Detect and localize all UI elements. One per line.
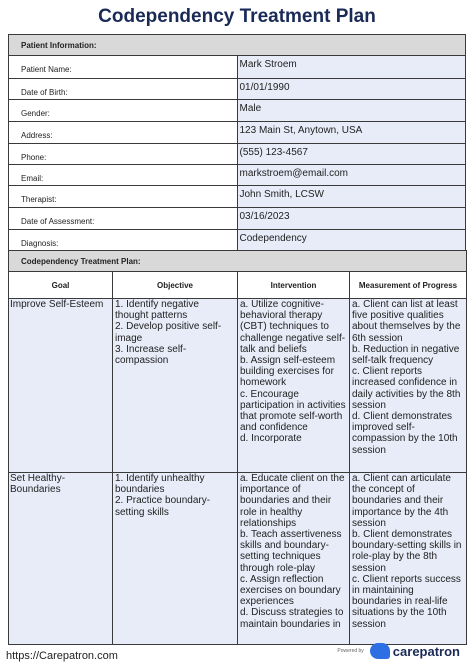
email-label: Email: (9, 165, 238, 186)
goal-cell: Improve Self-Esteem (9, 299, 113, 473)
goal-cell: Set Healthy-Boundaries (9, 473, 113, 645)
patient-name-label: Patient Name: (9, 56, 238, 79)
dob-value: 01/01/1990 (237, 79, 466, 100)
assessment-date-value: 03/16/2023 (237, 208, 466, 230)
therapist-value: John Smith, LCSW (237, 186, 466, 208)
column-header-objective: Objective (113, 272, 238, 299)
intervention-cell: a. Educate client on the importance of boundaries and their role in healthy relationships b. Teach assertiveness skills and boundary-setting techniques through role-play c. Assign reflection exercises on boundary experiences d. Discuss strategies to maintain boundaries in (238, 473, 350, 645)
gender-label: Gender: (9, 100, 238, 122)
patient-info-table (8, 34, 466, 252)
phone-value: (555) 123-4567 (237, 144, 466, 165)
brand-name: carepatron (392, 643, 460, 659)
patient-info-header: Patient Information: (9, 35, 466, 56)
address-label: Address: (9, 122, 238, 144)
gender-value: Male (237, 100, 466, 122)
therapist-label: Therapist: (9, 186, 238, 208)
objective-cell: 1. Identify negative thought patterns 2. Develop positive self-image 3. Increase self-compassion (113, 299, 238, 473)
dob-label: Date of Birth: (9, 79, 238, 100)
intervention-cell: a. Utilize cognitive-behavioral therapy (CBT) techniques to challenge negative self-talk and beliefs b. Assign self-esteem building exercises for homework c. Encourage participation in activities that promote self-worth and confidence d. Incorporate (238, 299, 350, 473)
powered-by-badge (337, 643, 460, 659)
table-row (9, 473, 467, 645)
powered-by-label: Powered by (337, 648, 364, 654)
treatment-plan-table (8, 250, 467, 645)
email-value: markstroem@email.com (237, 165, 466, 186)
column-header-intervention: Intervention (238, 272, 350, 299)
footer-link[interactable]: https://Carepatron.com (6, 650, 118, 662)
assessment-date-label: Date of Assessment: (9, 208, 238, 230)
document-title: Codependency Treatment Plan (98, 6, 376, 27)
column-header-goal: Goal (9, 272, 113, 299)
objective-cell: 1. Identify unhealthy boundaries 2. Practice boundary-setting skills (113, 473, 238, 645)
address-value: 123 Main St, Anytown, USA (237, 122, 466, 144)
carepatron-logo-icon (370, 643, 390, 659)
treatment-plan-header: Codependency Treatment Plan: (9, 251, 467, 272)
diagnosis-value: Codependency (237, 230, 466, 252)
measurement-cell: a. Client can list at least five positive qualities about themselves by the 6th session b. Reduction in negative self-talk frequency c. Client reports increased confidence in daily activities by the 8th session d. Client demonstrates improved self-compassion by the 10th session (350, 299, 467, 473)
column-header-measurement: Measurement of Progress (350, 272, 467, 299)
patient-name-value: Mark Stroem (237, 56, 466, 79)
table-row (9, 299, 467, 473)
phone-label: Phone: (9, 144, 238, 165)
diagnosis-label: Diagnosis: (9, 230, 238, 252)
measurement-cell: a. Client can articulate the concept of boundaries and their importance by the 4th session b. Client demonstrates boundary-setting skills in role-play by the 8th session c. Client reports success in maintaining boundaries in real-life situations by the 10th session (350, 473, 467, 645)
